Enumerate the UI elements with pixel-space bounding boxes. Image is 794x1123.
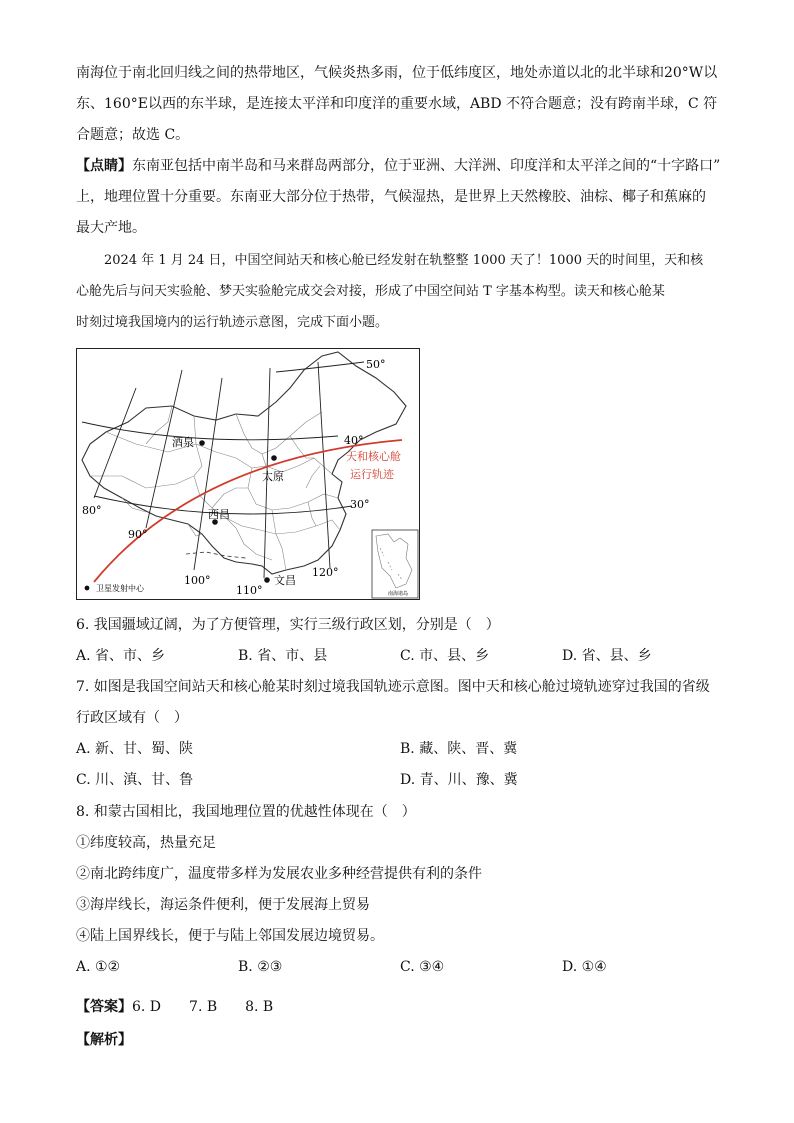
answer-tag: 【答案】 [76, 999, 132, 1015]
analysis-line-3: 合题意；故选 C。 [76, 127, 190, 143]
question-8-option-b: B. ②③ [238, 959, 283, 975]
analysis-line-2: 东、160°E以西的东半球，是连接太平洋和印度洋的重要水域，ABD 不符合题意；没有跨南半球，C 符 [76, 96, 718, 112]
intro-line-2: 心舱先后与问天实验舱、梦天实验舱完成交会对接，形成了中国空间站 T 字基本构型。读天和核心舱某 [76, 284, 665, 299]
question-6-option-d: D. 省、县、乡 [562, 648, 652, 664]
question-7-option-c: C. 川、滇、甘、鲁 [76, 772, 194, 788]
inset-label: 南海诸岛 [388, 591, 409, 597]
answer-line [76, 997, 273, 1017]
question-7-stem-line-2: 行政区域有（ ） [76, 710, 188, 726]
intro-line-3: 时刻过境我国境内的运行轨迹示意图，完成下面小题。 [76, 315, 389, 330]
city-label-xichang: 西昌 [208, 508, 230, 521]
question-8-item-2: ②南北跨纬度广，温度带多样为发展农业多种经营提供有利的条件 [76, 866, 482, 882]
track-label-line-1: 天和核心舱 [346, 450, 401, 463]
legend-label: 卫星发射中心 [96, 584, 144, 593]
city-label-wenchang: 文昌 [274, 574, 296, 587]
question-7-option-d: D. 青、川、豫、冀 [400, 772, 518, 788]
question-8-option-d: D. ①④ [562, 959, 607, 975]
city-dot-taiyuan [271, 455, 277, 461]
track-label-line-2: 运行轨迹 [350, 468, 394, 481]
question-6-stem: 6. 我国疆域辽阔，为了方便管理，实行三级行政区划，分别是（ ） [76, 617, 500, 633]
question-8-item-3: ③海岸线长，海运条件便利，便于发展海上贸易 [76, 897, 370, 913]
lon-label-110: 110° [236, 584, 263, 597]
lat-label-50: 50° [366, 358, 386, 371]
analysis-line-1: 南海位于南北回归线之间的热带地区，气候炎热多雨，位于低纬度区，地处赤道以北的北半球和20°W以 [76, 65, 718, 81]
lon-label-80: 80° [82, 504, 102, 517]
city-dot-wenchang [264, 577, 270, 583]
lon-label-90: 90° [128, 528, 148, 541]
lon-label-100: 100° [184, 574, 211, 587]
comment-tag: 【点睛】 [76, 158, 132, 174]
city-label-taiyuan: 太原 [262, 470, 284, 483]
comment-line-1 [76, 151, 724, 182]
orbit-map-figure [76, 348, 420, 600]
question-8-item-1: ①纬度较高，热量充足 [76, 835, 216, 851]
intro-line-1: 2024 年 1 月 24 日，中国空间站天和核心舱已经发射在轨整整 1000 天了！1000 天的时间里，天和核 [104, 253, 704, 268]
question-8-option-c: C. ③④ [400, 959, 445, 975]
lat-label-40: 40° [344, 434, 364, 447]
city-dot-jiuquan [199, 440, 205, 446]
lat-label-30: 30° [350, 498, 370, 511]
comment-line-3: 最大产地。 [76, 220, 146, 236]
comment-line-2: 上，地理位置十分重要。东南亚大部分位于热带，气候湿热，是世界上天然橡胶、油棕、椰子和蕉麻的 [76, 189, 706, 205]
comment-text-1: 东南亚包括中南半岛和马来群岛两部分，位于亚洲、大洋洲、印度洋和太平洋之间的“十字路口” [132, 158, 721, 174]
question-8-item-4: ④陆上国界线长，便于与陆上邻国发展边境贸易。 [76, 928, 384, 944]
lon-label-120: 120° [312, 566, 339, 579]
question-7-option-b: B. 藏、陕、晋、冀 [400, 741, 518, 757]
question-6-option-b: B. 省、市、县 [238, 648, 328, 664]
answer-value: 6. D 7. B 8. B [132, 999, 274, 1015]
city-label-jiuquan: 酒泉 [172, 436, 194, 449]
question-7-option-a: A. 新、甘、蜀、陕 [76, 741, 194, 757]
question-6-option-a: A. 省、市、乡 [76, 648, 166, 664]
question-6-option-c: C. 市、县、乡 [400, 648, 490, 664]
question-8-option-a: A. ①② [76, 959, 121, 975]
south-china-sea-inset [372, 530, 418, 598]
orbit-map-svg [76, 348, 420, 600]
analysis-tag: 【解析】 [76, 1032, 132, 1048]
legend-dot [85, 586, 90, 591]
question-7-stem-line-1: 7. 如图是我国空间站天和核心舱某时刻过境我国轨迹示意图。图中天和核心舱过境轨迹穿过我国的省级 [76, 679, 710, 695]
question-8-stem: 8. 和蒙古国相比，我国地理位置的优越性体现在（ ） [76, 804, 416, 820]
